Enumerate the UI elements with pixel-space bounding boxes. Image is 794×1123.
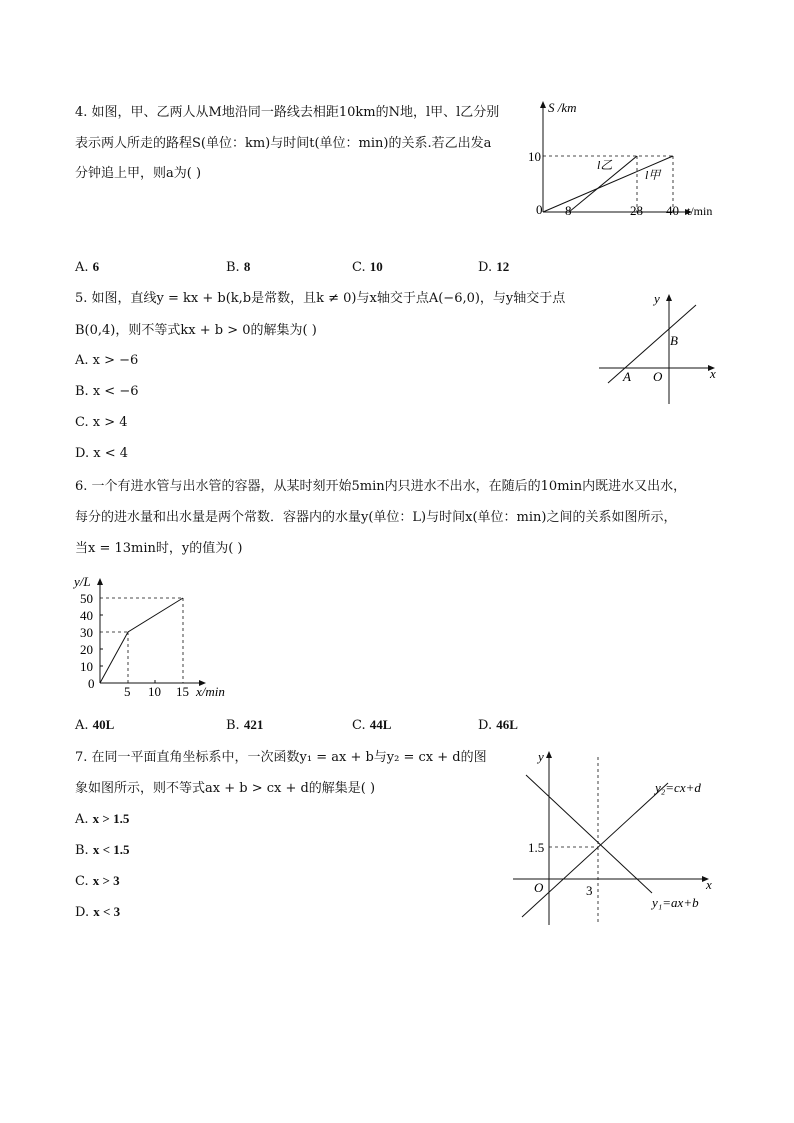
q4-y-tick-10: 10 — [528, 149, 541, 164]
q6-y-label: y/L — [74, 574, 91, 589]
q4-option-c-letter: C. — [352, 260, 366, 275]
q7-stem-line-2: 象如图所示，则不等式ax + b > cx + d的解集是( ) — [75, 781, 376, 796]
q6-y-tick-30: 30 — [80, 625, 93, 640]
q4-stem-line-2: 表示两人所走的路程S(单位：km)与时间t(单位：min)的关系.若乙出发a — [75, 136, 492, 151]
q7-option-c-value: x > 3 — [92, 873, 120, 888]
q4-option-d-letter: D. — [478, 260, 493, 275]
q7-line-y1 — [526, 775, 652, 893]
q7-y-axis-arrow — [546, 751, 552, 758]
q4-graph — [528, 95, 728, 225]
q4-x-tick-28: 28 — [630, 203, 643, 218]
q4-label-jia: l甲 — [645, 168, 661, 182]
q7-option-b-letter: B. — [75, 843, 89, 858]
q4-option-b-letter: B. — [226, 260, 240, 275]
q6-y-axis-arrow — [97, 578, 103, 585]
q7-y-label: y — [538, 749, 544, 764]
q6-x-tick-5: 5 — [124, 684, 131, 699]
q5-option-c-letter: C. — [75, 415, 89, 430]
q7-option-d-letter: D. — [75, 905, 90, 920]
q4-option-a-value: 6 — [92, 259, 100, 274]
q7-y-tick-15: 1.5 — [528, 840, 545, 855]
q6-option-a-letter: A. — [75, 718, 89, 733]
q6-x-label: x/min — [196, 684, 225, 699]
q6-option-d[interactable] — [478, 717, 518, 733]
q4-y-axis-arrow — [540, 101, 546, 108]
q7-label-y1: y₁=ax+b — [652, 895, 699, 910]
q6-origin: 0 — [88, 676, 95, 691]
q6-option-b-letter: B. — [226, 718, 240, 733]
q4-x-tick-40: 40 — [666, 203, 679, 218]
q4-option-b[interactable] — [226, 259, 250, 275]
q6-option-c-value: 44L — [369, 717, 392, 732]
q6-y-tick-10: 10 — [80, 659, 93, 674]
q5-option-d-letter: D. — [75, 446, 90, 461]
q4-x-tick-8: 8 — [565, 203, 572, 218]
q7-graph — [510, 745, 730, 930]
q4-option-d-value: 12 — [496, 259, 510, 274]
q6-option-d-value: 46L — [496, 717, 518, 732]
q5-option-d-value: x < 4 — [93, 446, 128, 461]
q5-option-c[interactable] — [75, 415, 128, 430]
q4-stem-line-1: 4. 如图，甲、乙两人从M地沿同一路线去相距10km的N地，l甲、l乙分别 — [75, 105, 500, 120]
q7-option-a[interactable] — [75, 811, 129, 827]
q4-option-a[interactable] — [75, 259, 99, 275]
q5-option-a-letter: A. — [75, 353, 89, 368]
q7-origin: O — [534, 880, 544, 895]
q5-option-b-letter: B. — [75, 384, 89, 399]
q6-x-tick-10: 10 — [148, 684, 161, 699]
q7-x-tick-3: 3 — [586, 883, 593, 898]
q4-option-d[interactable] — [478, 259, 509, 275]
q6-y-tick-50: 50 — [80, 591, 93, 606]
q7-stem-line-1: 7. 在同一平面直角坐标系中，一次函数y₁ = ax + b与y₂ = cx + d的图 — [75, 750, 487, 765]
q6-y-tick-20: 20 — [80, 642, 93, 657]
q5-stem-line-2: B(0,4)，则不等式kx + b > 0的解集为( ) — [75, 323, 317, 338]
q5-point-b: B — [670, 333, 678, 348]
q6-option-c[interactable] — [352, 717, 391, 733]
q7-x-label: x — [706, 877, 712, 892]
q5-option-c-value: x > 4 — [92, 415, 128, 430]
q7-option-b-value: x < 1.5 — [92, 842, 130, 857]
q7-option-b[interactable] — [75, 842, 130, 858]
q5-x-label: x — [710, 366, 716, 381]
q6-water-line — [100, 598, 183, 683]
q6-option-a-value: 40L — [92, 717, 115, 732]
q6-stem-line-3: 当x = 13min时，y的值为( ) — [75, 541, 243, 556]
q5-option-a-value: x > −6 — [92, 353, 139, 368]
q6-stem-line-2: 每分的进水量和出水量是两个常数．容器内的水量y(单位：L)与时间x(单位：min)之间的关系如图所示， — [75, 510, 677, 525]
q5-line — [608, 305, 696, 383]
q4-stem-line-3: 分钟追上甲，则a为( ) — [75, 166, 202, 181]
q6-stem-line-1: 6. 一个有进水管与出水管的容器，从某时刻开始5min内只进水不出水，在随后的10min内既进水又出水， — [75, 479, 687, 494]
q7-option-c[interactable] — [75, 873, 120, 889]
q6-y-tick-40: 40 — [80, 608, 93, 623]
q4-origin: 0 — [536, 202, 543, 217]
q6-option-d-letter: D. — [478, 718, 493, 733]
q7-option-a-letter: A. — [75, 812, 89, 827]
q4-label-yi: l乙 — [597, 158, 613, 172]
q6-x-tick-15: 15 — [176, 684, 189, 699]
q6-option-a[interactable] — [75, 717, 114, 733]
q5-option-a[interactable] — [75, 353, 138, 368]
q7-option-a-value: x > 1.5 — [92, 811, 130, 826]
q7-option-d-value: x < 3 — [93, 904, 121, 919]
q5-origin: O — [653, 369, 663, 384]
q5-y-label: y — [654, 291, 660, 306]
q5-option-b-value: x < −6 — [92, 384, 139, 399]
q4-option-c[interactable] — [352, 259, 383, 275]
q5-point-a: A — [623, 369, 631, 384]
q4-x-label: t/min — [687, 204, 713, 218]
q5-stem-line-1: 5. 如图，直线y = kx + b(k,b是常数，且k ≠ 0)与x轴交于点A(−6,0)，与y轴交于点 — [75, 291, 566, 306]
q5-y-axis-arrow — [666, 294, 672, 301]
q6-option-c-letter: C. — [352, 718, 366, 733]
q5-graph — [594, 288, 724, 408]
q4-option-b-value: 8 — [243, 259, 251, 274]
q4-option-c-value: 10 — [369, 259, 383, 274]
q6-option-b[interactable] — [226, 717, 263, 733]
q4-option-a-letter: A. — [75, 260, 89, 275]
q7-label-y2: y₂=cx+d — [655, 780, 701, 795]
q5-option-b[interactable] — [75, 384, 138, 399]
q5-option-d[interactable] — [75, 446, 128, 461]
q7-option-c-letter: C. — [75, 874, 89, 889]
q6-option-b-value: 421 — [243, 717, 264, 732]
q6-graph — [72, 572, 242, 702]
q7-option-d[interactable] — [75, 904, 120, 920]
q4-y-label: S /km — [548, 100, 577, 115]
